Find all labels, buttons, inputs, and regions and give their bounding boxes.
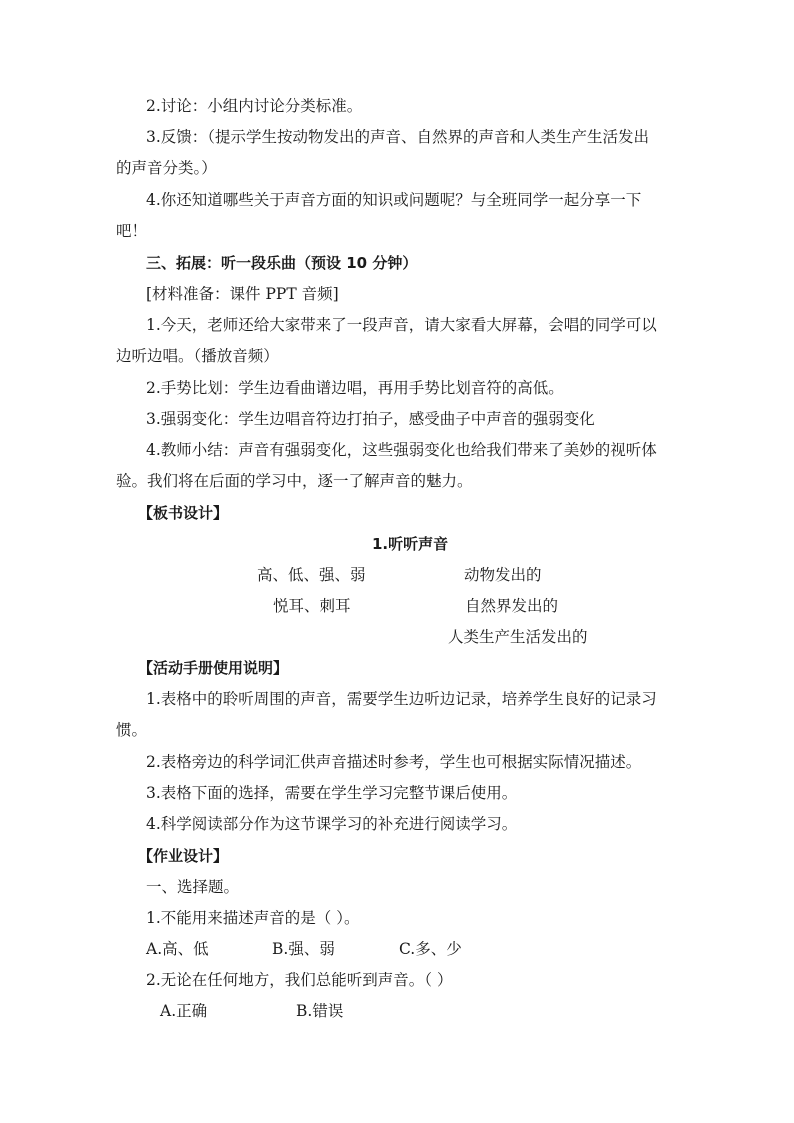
extension-step-3: 3.强弱变化：学生边唱音符边打拍子，感受曲子中声音的强弱变化 (146, 410, 595, 428)
question-1: 1.不能用来描述声音的是（ ）。 (146, 909, 360, 927)
teacher-summary: 4.教师小结：声音有强弱变化，这些强弱变化也给我们带来了美妙的视听体 (146, 441, 657, 459)
q1-option-c: C.多、少 (399, 940, 462, 958)
board-right-1: 动物发出的 (464, 566, 542, 584)
handbook-item-2: 2.表格旁边的科学词汇供声音描述时参考，学生也可根据实际情况描述。 (146, 753, 642, 771)
q2-option-a: A.正确 (160, 1002, 208, 1020)
extension-step-1: 1.今天，老师还给大家带来了一段声音，请大家看大屏幕，会唱的同学可以 (146, 316, 657, 334)
handbook-heading: 【活动手册使用说明】 (138, 659, 289, 677)
share-question-step: 4.你还知道哪些关于声音方面的知识或问题呢？与全班同学一起分享一下 (146, 191, 642, 209)
board-right-2: 自然界发出的 (465, 597, 559, 615)
board-left-1: 高、低、强、弱 (257, 566, 366, 584)
feedback-step-cont: 的声音分类。） (116, 159, 217, 177)
section-extension-heading: 三、拓展：听一段乐曲（预设 10 分钟） (146, 254, 418, 272)
handbook-item-1: 1.表格中的聆听周围的声音，需要学生边听边记录，培养学生良好的记录习 (146, 690, 657, 708)
discussion-step: 2.讨论：小组内讨论分类标准。 (146, 97, 363, 115)
feedback-step: 3.反馈：（提示学生按动物发出的声音、自然界的声音和人类生产生活发出 (146, 128, 650, 146)
q1-option-b: B.强、弱 (272, 940, 335, 958)
question-2: 2.无论在任何地方，我们总能听到声音。（ ） (146, 971, 453, 989)
board-right-3: 人类生产生活发出的 (448, 628, 588, 646)
handbook-item-4: 4.科学阅读部分作为这节课学习的补充进行阅读学习。 (146, 815, 518, 833)
extension-step-1-cont: 边听边唱。（播放音频） (116, 347, 279, 365)
handbook-item-3: 3.表格下面的选择，需要在学生学习完整节课后使用。 (146, 784, 518, 802)
share-question-cont: 吧！ (116, 222, 148, 240)
q2-option-b: B.错误 (296, 1002, 344, 1020)
materials-note: [材料准备：课件 PPT 音频] (146, 285, 339, 303)
board-design-heading: 【板书设计】 (138, 504, 229, 522)
board-title: 1.听听声音 (372, 535, 449, 553)
handbook-item-1-cont: 惯。 (116, 721, 148, 739)
extension-step-2: 2.手势比划：学生边看曲谱边唱，再用手势比划音符的高低。 (146, 379, 564, 397)
teacher-summary-cont: 验。我们将在后面的学习中，逐一了解声音的魅力。 (116, 472, 473, 490)
choice-section-label: 一、选择题。 (146, 878, 240, 896)
q1-option-a: A.高、低 (146, 940, 209, 958)
board-left-2: 悦耳、刺耳 (273, 597, 351, 615)
homework-heading: 【作业设计】 (138, 847, 229, 865)
